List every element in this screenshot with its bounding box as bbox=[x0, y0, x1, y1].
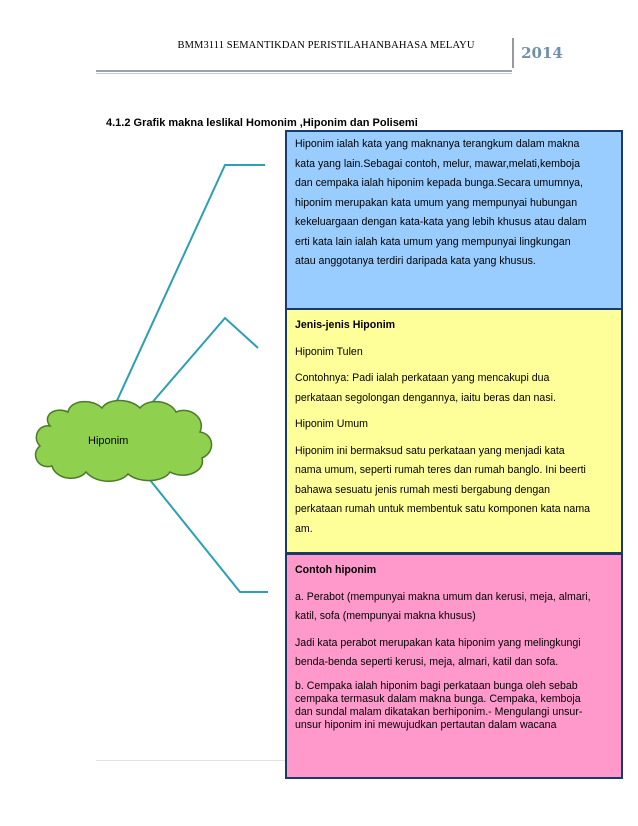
example-b-line: cempaka termasuk dalam makna bunga. Cempaka, kemboja bbox=[295, 692, 581, 705]
umum-line: am. bbox=[295, 522, 313, 535]
types-box bbox=[285, 308, 623, 554]
definition-line: kekeluargaan dengan kata-kata yang lebih khusus atau dalam bbox=[295, 216, 587, 228]
header-year: 2014 bbox=[512, 38, 570, 68]
examples-box bbox=[285, 553, 623, 779]
definition-line: hiponim merupakan kata umum yang mempunyai hubungan bbox=[295, 196, 578, 209]
types-heading: Jenis-jenis Hiponim bbox=[295, 319, 396, 331]
example-b-line: unsur hiponim ini mewujudkan pertautan dalam wacana bbox=[295, 718, 557, 731]
umum-line: bahawa sesuatu jenis rumah mesti bergabung dengan bbox=[295, 483, 551, 496]
definition-line: dan cempaka ialah hiponim kepada bunga.Secara umumnya, bbox=[295, 177, 583, 189]
example-jadi-line: Jadi kata perabot merupakan kata hiponim yang melingkungi bbox=[295, 636, 581, 649]
header-title: BMM3111 SEMANTIKDAN PERISTILAHANBAHASA MELAYU bbox=[177, 40, 475, 51]
definition-line: erti kata lain ialah kata umum yang mempunyai lingkungan bbox=[295, 235, 571, 248]
section-heading: 4.1.2 Grafik makna leslikal Homonim ,Hiponim dan Polisemi bbox=[106, 117, 418, 129]
umum-line: perkataan rumah untuk membentuk satu komponen kata nama bbox=[295, 503, 591, 515]
tulen-line: Contohnya: Padi ialah perkataan yang mencakupi dua bbox=[295, 372, 550, 384]
definition-box bbox=[285, 130, 623, 310]
umum-label: Hiponim Umum bbox=[295, 418, 368, 430]
footer-divider bbox=[96, 760, 285, 761]
example-b-line: b. Cempaka ialah hiponim bagi perkataan bunga oleh sebab bbox=[295, 679, 578, 692]
definition-line: atau anggotanya terdiri daripada kata yang khusus. bbox=[295, 255, 536, 267]
connector-line-types bbox=[150, 318, 258, 405]
definition-line: Hiponim ialah kata yang maknanya terangkum dalam makna bbox=[295, 138, 580, 150]
example-a-line: katil, sofa (mempunyai makna khusus) bbox=[295, 610, 476, 622]
tulen-label: Hiponim Tulen bbox=[295, 345, 363, 358]
umum-line: Hiponim ini bermaksud satu perkataan yang menjadi kata bbox=[295, 444, 565, 457]
connector-line-definition bbox=[115, 165, 265, 405]
example-jadi-line: benda-benda seperti kerusi, meja, almari, katil dan sofa. bbox=[295, 656, 559, 668]
cloud-label: Hiponim bbox=[88, 435, 129, 447]
tulen-line: perkataan segolongan dengannya, iaitu beras dan nasi. bbox=[295, 391, 556, 404]
example-b-line: dan sundal malam dikatakan berhiponim.- Mengulangi unsur- bbox=[295, 705, 583, 718]
definition-line: kata yang lain.Sebagai contoh, melur, mawar,melati,kemboja bbox=[295, 157, 581, 170]
umum-line: nama umum, seperti rumah teres dan rumah banglo. Ini beerti bbox=[295, 464, 586, 476]
example-a-line: a. Perabot (mempunyai makna umum dan kerusi, meja, almari, bbox=[295, 590, 591, 603]
connector-line-examples bbox=[150, 480, 268, 592]
examples-heading: Contoh hiponim bbox=[295, 564, 377, 576]
